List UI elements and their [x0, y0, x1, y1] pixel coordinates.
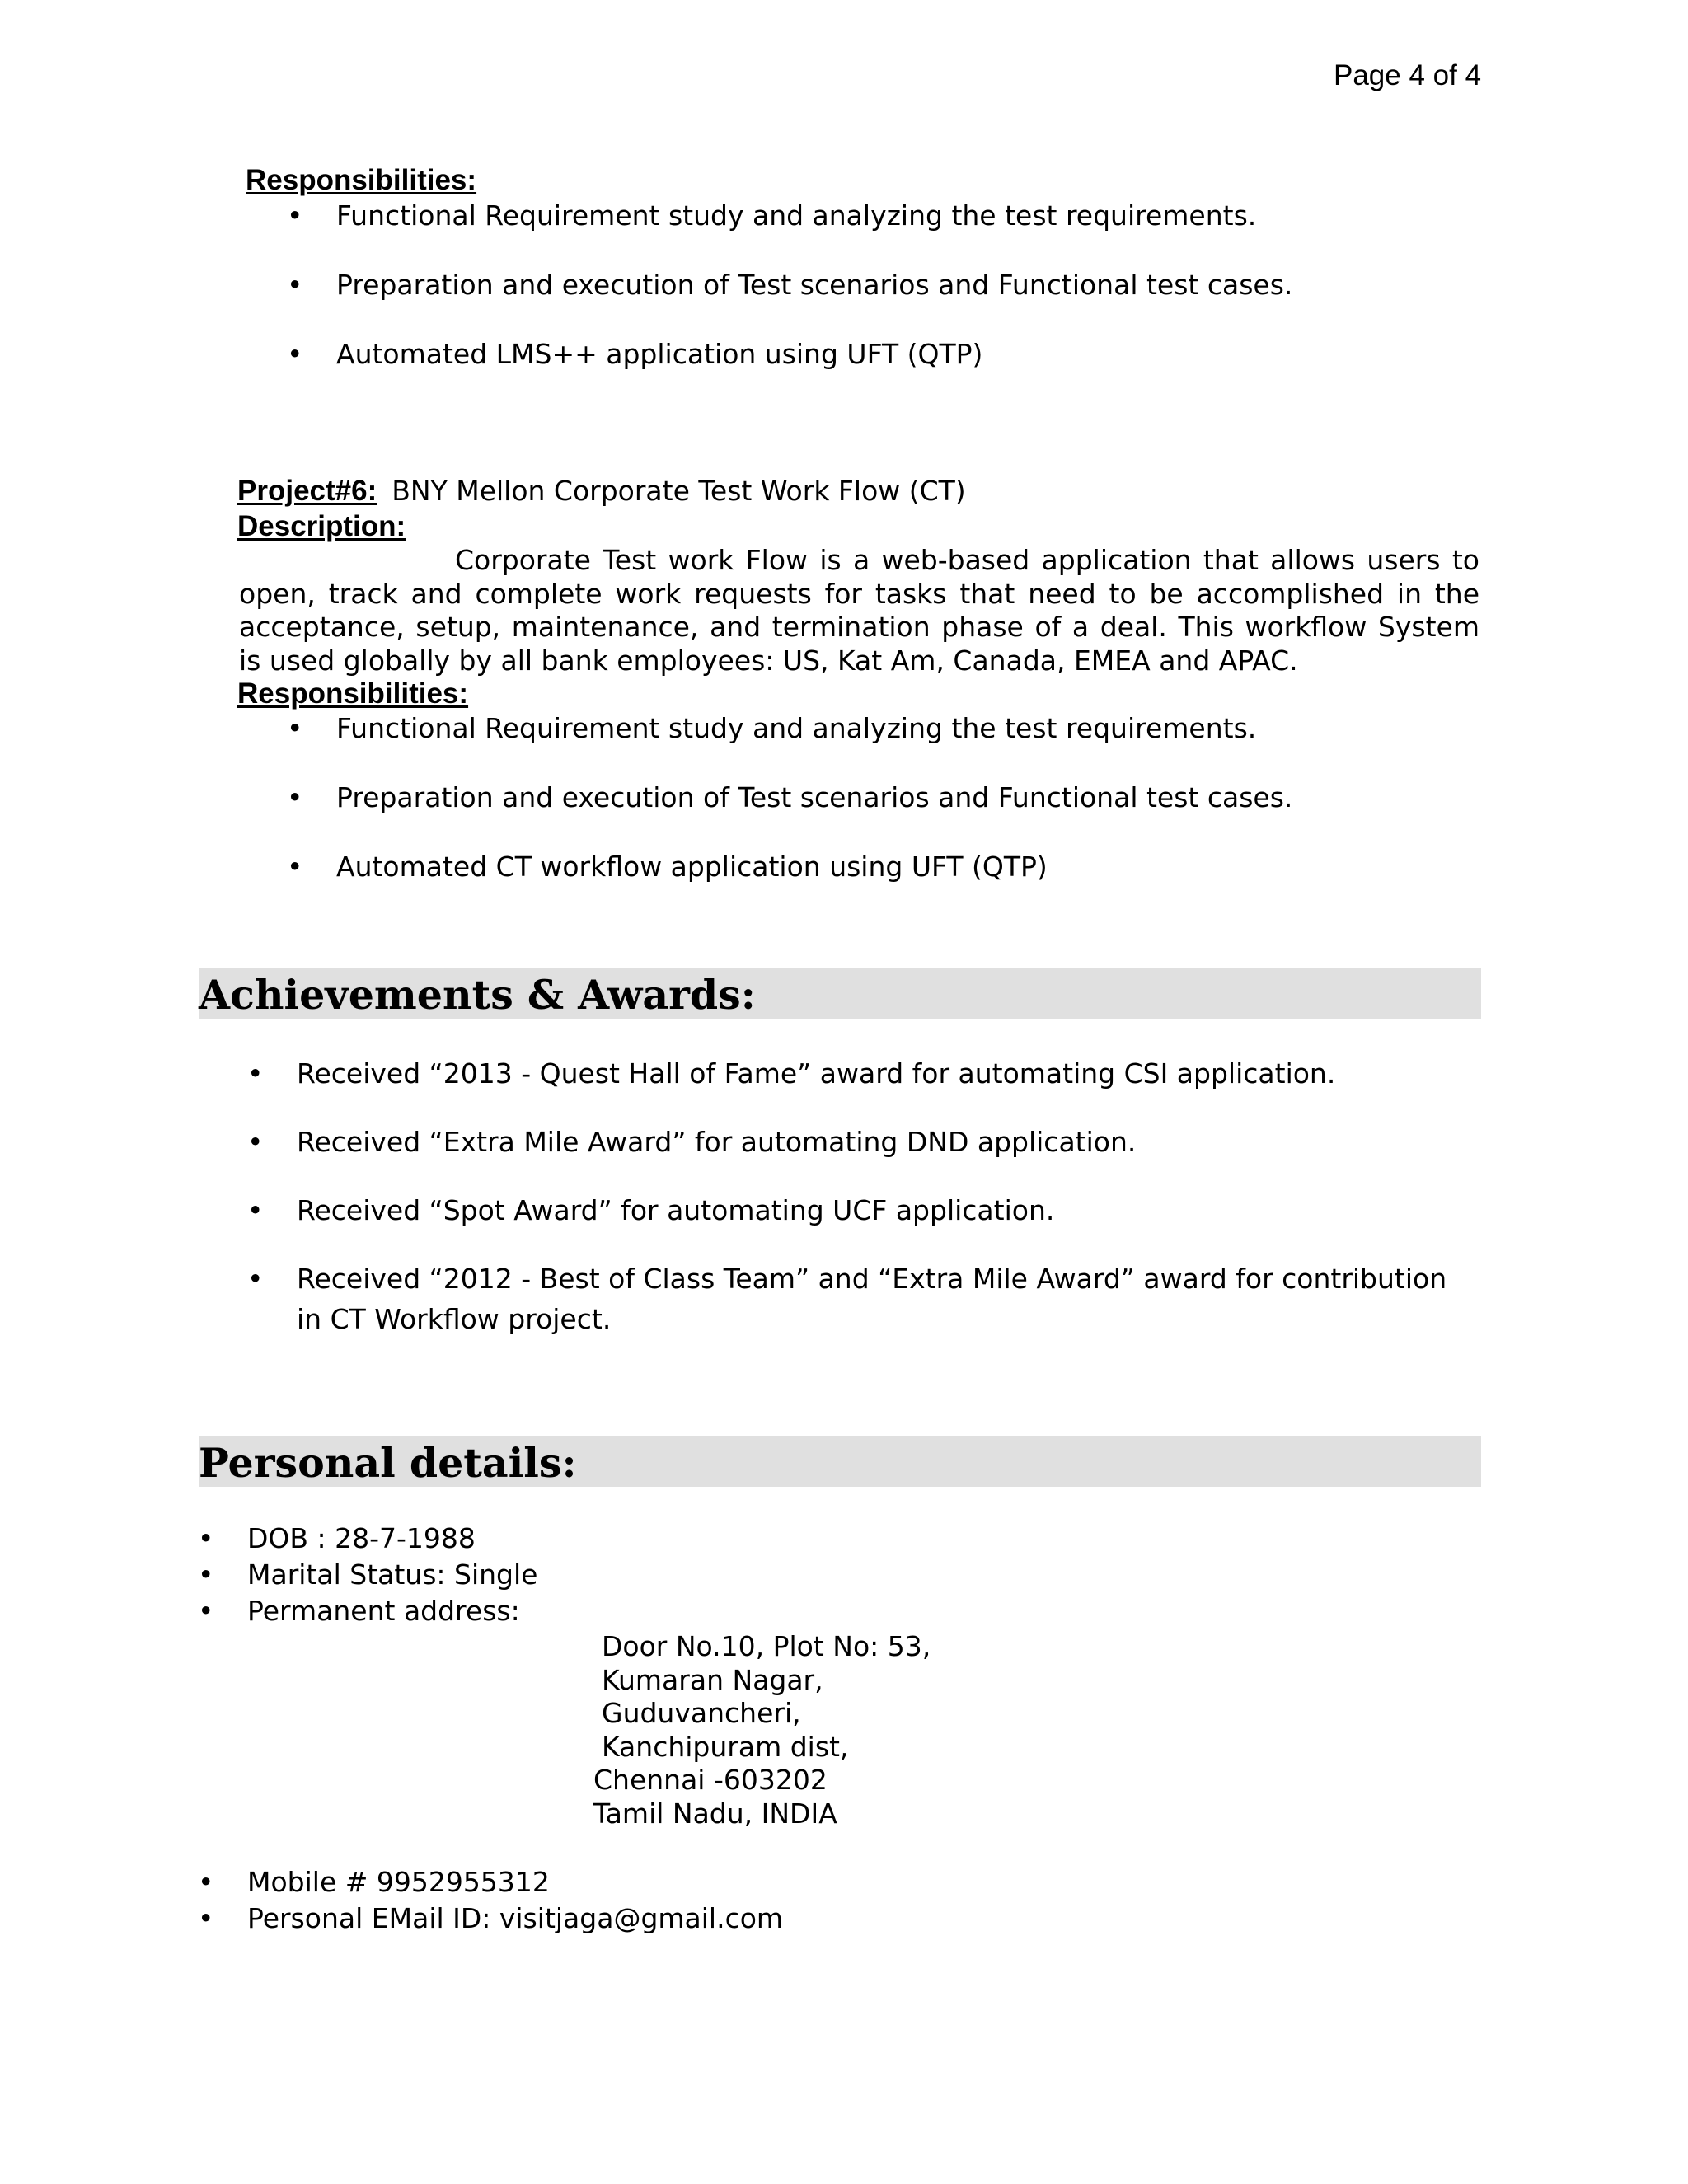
bullet-icon: • — [287, 712, 303, 744]
address-block — [593, 1630, 931, 1830]
list-item — [247, 1053, 1467, 1094]
bullet-icon: • — [198, 1902, 214, 1934]
list-item-text: Automated LMS++ application using UFT (QTP) — [336, 338, 983, 370]
list-item-text: Received “2013 - Quest Hall of Fame” award for automating CSI application. — [297, 1057, 1336, 1090]
bullet-icon: • — [198, 1866, 214, 1898]
dob-item: • DOB : 28-7-1988 — [247, 1521, 537, 1557]
list-item-text: Functional Requirement study and analyzing the test requirements. — [336, 199, 1257, 232]
bullet-icon: • — [287, 338, 303, 370]
list-item-text: Preparation and execution of Test scenarios and Functional test cases. — [336, 269, 1293, 301]
page-number: Page 4 of 4 — [1334, 59, 1482, 91]
achievements-section-header — [199, 968, 1481, 1019]
contact-list — [198, 1864, 784, 1937]
address-line: Door No.10, Plot No: 53, — [602, 1630, 931, 1662]
list-item-text: Functional Requirement study and analyzing the test requirements. — [336, 712, 1257, 744]
list-item — [287, 712, 1292, 781]
email-item: • Personal EMail ID: visitjaga@gmail.com — [247, 1900, 783, 1937]
bullet-icon: • — [287, 781, 303, 813]
bullet-icon: • — [247, 1263, 264, 1295]
bullet-icon: • — [198, 1558, 214, 1591]
project6-title-row — [237, 475, 966, 508]
address-line: Tamil Nadu, INDIA — [593, 1797, 837, 1830]
list-item-text: Received “Extra Mile Award” for automating DND application. — [297, 1126, 1137, 1158]
marital-status-item: • Marital Status: Single — [247, 1557, 537, 1593]
address-line: Chennai -603202 — [593, 1764, 828, 1796]
list-item — [247, 1258, 1467, 1339]
list-item-text: Received “Spot Award” for automating UCF application. — [297, 1194, 1055, 1226]
list-item-text: Automated CT workflow application using UFT (QTP) — [336, 851, 1048, 883]
description-heading: Description: — [237, 510, 406, 542]
project-name: BNY Mellon Corporate Test Work Flow (CT) — [392, 475, 966, 507]
list-item — [287, 781, 1293, 851]
personal-details-list — [198, 1521, 538, 1629]
bullet-icon: • — [287, 199, 303, 232]
bullet-icon: • — [247, 1126, 264, 1158]
list-item — [287, 199, 1292, 269]
bullet-icon: • — [198, 1595, 214, 1627]
list-item — [287, 269, 1293, 338]
address-line: Kanchipuram dist, — [602, 1730, 849, 1763]
bullet-icon: • — [287, 269, 303, 301]
responsibilities-heading: Responsibilities: — [246, 164, 477, 196]
achievements-list — [247, 1053, 1467, 1367]
bullet-icon: • — [198, 1522, 214, 1554]
list-item-text: Preparation and execution of Test scenarios and Functional test cases. — [336, 781, 1293, 813]
bullet-icon: • — [287, 851, 303, 883]
list-item — [247, 1122, 1467, 1162]
list-item — [287, 338, 1292, 407]
project5-responsibilities-list — [287, 199, 1293, 407]
mobile-item: • Mobile # 9952955312 — [247, 1864, 783, 1900]
bullet-icon: • — [247, 1194, 264, 1226]
address-line: Kumaran Nagar, — [602, 1663, 823, 1696]
bullet-icon: • — [247, 1057, 264, 1090]
project6-description: Corporate Test work Flow is a web-based application that allows users to open, track and complete work requests for tasks that need to be accomplished in the acceptance, setup, maintenance, and termination phase of a deal. This workflow System is used globally by all bank employees: US, Kat Am, Canada, EMEA and APAC. — [239, 544, 1479, 677]
personal-section-header — [199, 1436, 1481, 1487]
project6-responsibilities-list — [287, 712, 1293, 920]
responsibilities-heading: Responsibilities: — [237, 677, 469, 710]
list-item — [287, 851, 1292, 920]
list-item — [247, 1190, 1467, 1230]
address-line: Guduvancheri, — [602, 1697, 801, 1729]
address-label-item: • Permanent address: — [247, 1593, 537, 1629]
section-title: Personal details: — [199, 1439, 577, 1487]
project-label: Project#6: — [237, 475, 377, 507]
section-title: Achievements & Awards: — [199, 971, 756, 1019]
list-item-text: Received “2012 - Best of Class Team” and “Extra Mile Award” award for contribution in CT Workflow project. — [297, 1263, 1447, 1335]
